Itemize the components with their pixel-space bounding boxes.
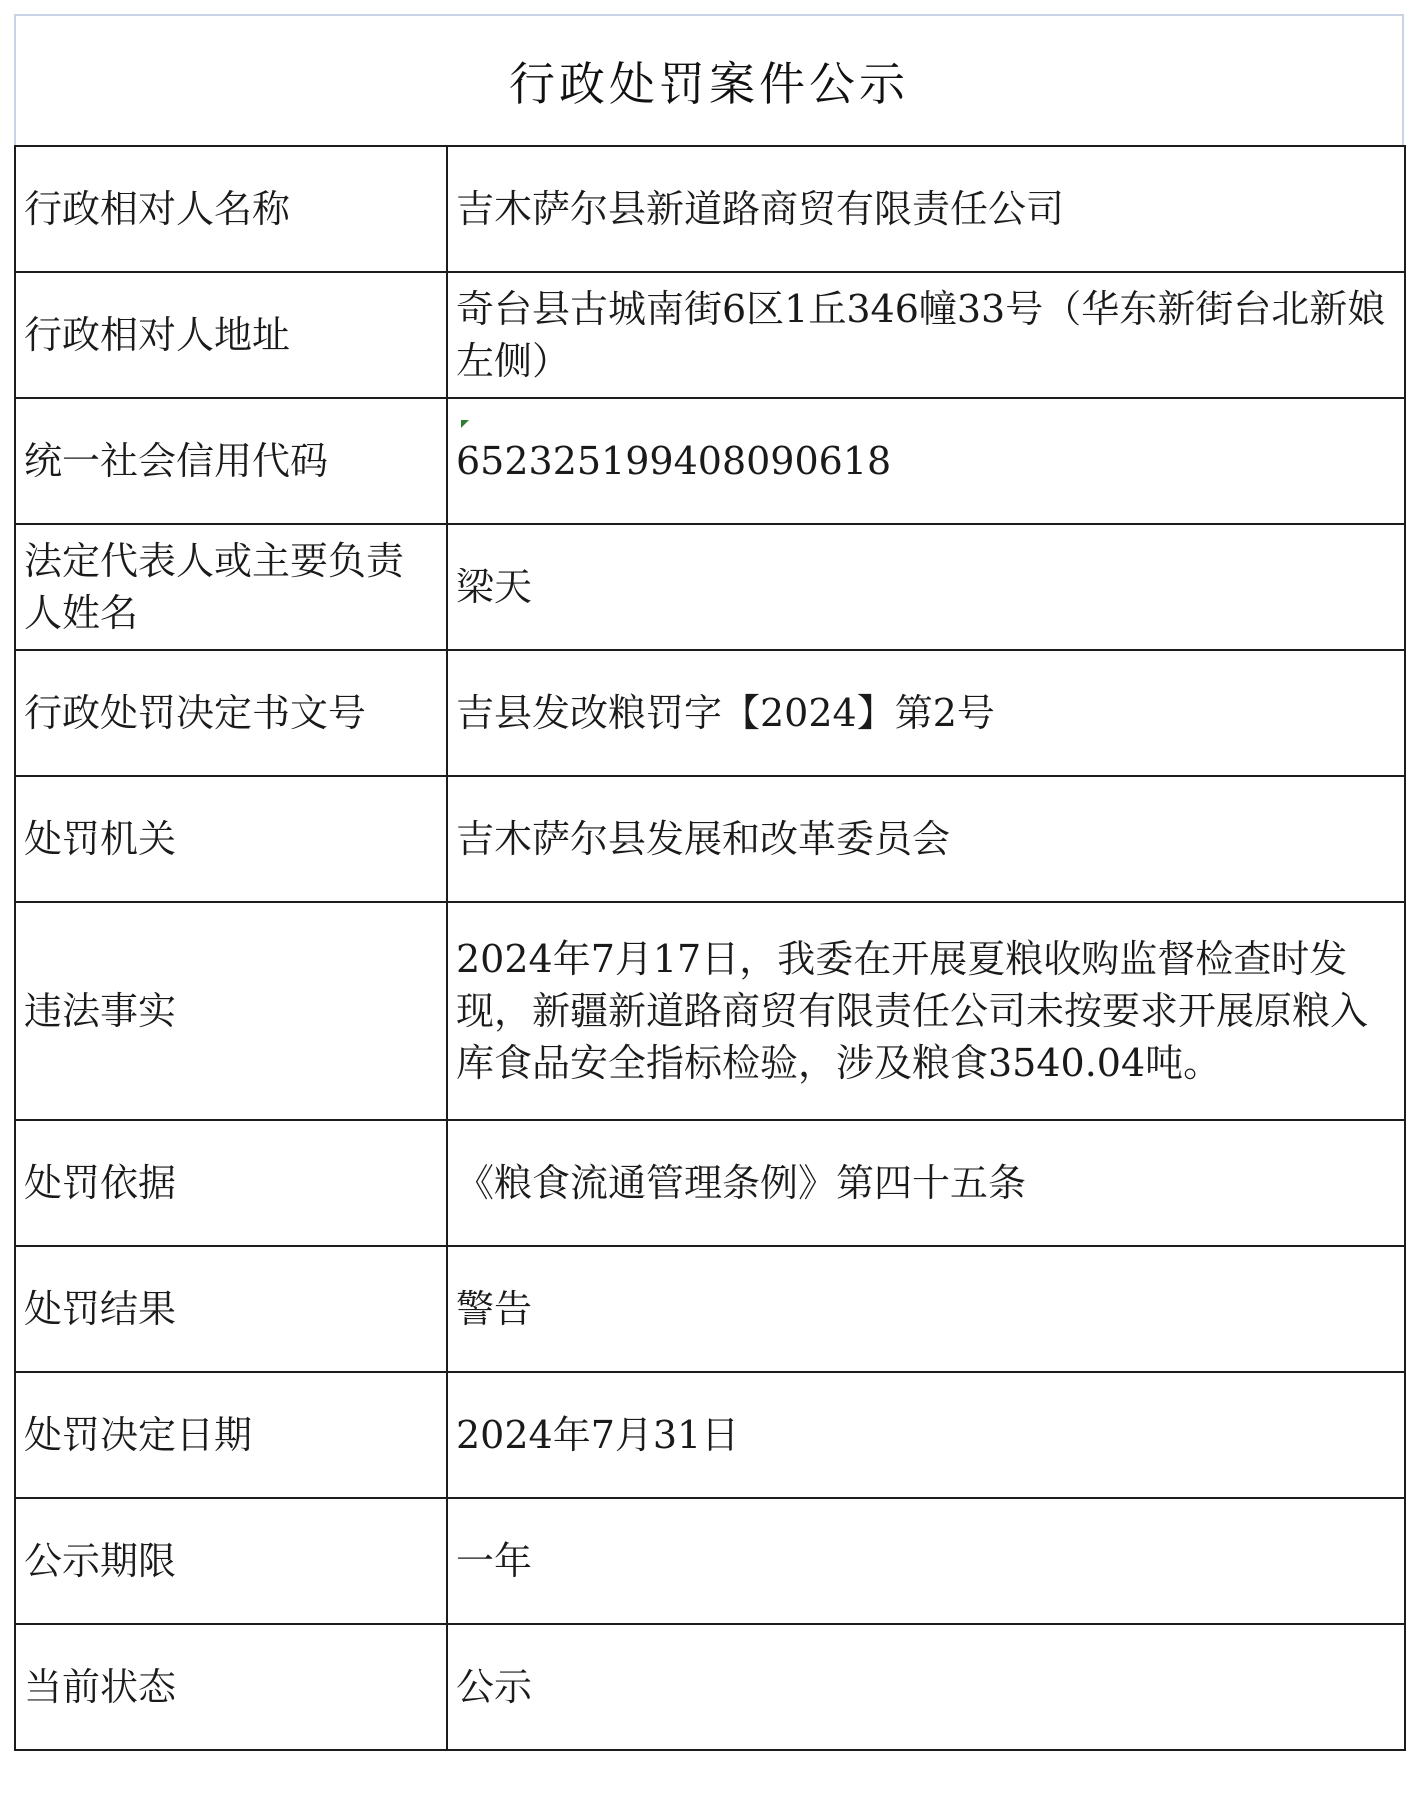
row-value-penalty-basis: 《粮食流通管理条例》第四十五条	[447, 1120, 1405, 1246]
penalty-info-table	[14, 145, 1406, 1751]
row-value-decision-date: 2024年7月31日	[447, 1372, 1405, 1498]
row-label-party-name: 行政相对人名称	[15, 146, 447, 272]
table-row	[15, 398, 1405, 524]
row-label-party-address: 行政相对人地址	[15, 272, 447, 398]
row-label-penalty-basis: 处罚依据	[15, 1120, 447, 1246]
title-cell	[14, 14, 1404, 146]
row-value-party-name: 吉木萨尔县新道路商贸有限责任公司	[447, 146, 1405, 272]
table-row	[15, 1624, 1405, 1750]
row-label-penalty-result: 处罚结果	[15, 1246, 447, 1372]
row-value-penalty-authority: 吉木萨尔县发展和改革委员会	[447, 776, 1405, 902]
row-value-current-status: 公示	[447, 1624, 1405, 1750]
row-label-penalty-authority: 处罚机关	[15, 776, 447, 902]
row-value-legal-representative: 梁天	[447, 524, 1405, 650]
table-row	[15, 1498, 1405, 1624]
row-label-publicity-period: 公示期限	[15, 1498, 447, 1624]
table-row	[15, 650, 1405, 776]
table-row	[15, 524, 1405, 650]
table-row	[15, 1120, 1405, 1246]
row-label-legal-representative: 法定代表人或主要负责人姓名	[15, 524, 447, 650]
row-label-credit-code: 统一社会信用代码	[15, 398, 447, 524]
table-row	[15, 1372, 1405, 1498]
cell-comment-marker	[461, 420, 469, 428]
row-label-decision-number: 行政处罚决定书文号	[15, 650, 447, 776]
row-value-decision-number: 吉县发改粮罚字【2024】第2号	[447, 650, 1405, 776]
row-value-publicity-period: 一年	[447, 1498, 1405, 1624]
table-row	[15, 902, 1405, 1120]
table-row	[15, 1246, 1405, 1372]
penalty-notice-sheet	[14, 14, 1404, 1792]
row-value-party-address: 奇台县古城南街6区1丘346幢33号（华东新街台北新娘左侧）	[447, 272, 1405, 398]
row-label-violation-facts: 违法事实	[15, 902, 447, 1120]
row-label-current-status: 当前状态	[15, 1624, 447, 1750]
row-value-credit-code: 652325199408090618	[447, 398, 1405, 524]
row-label-decision-date: 处罚决定日期	[15, 1372, 447, 1498]
table-row	[15, 776, 1405, 902]
page-title: 行政处罚案件公示	[509, 57, 909, 111]
row-value-penalty-result: 警告	[447, 1246, 1405, 1372]
row-value-violation-facts: 2024年7月17日，我委在开展夏粮收购监督检查时发现，新疆新道路商贸有限责任公司未按要求开展原粮入库食品安全指标检验，涉及粮食3540.04吨。	[447, 902, 1405, 1120]
table-row	[15, 272, 1405, 398]
table-row	[15, 146, 1405, 272]
